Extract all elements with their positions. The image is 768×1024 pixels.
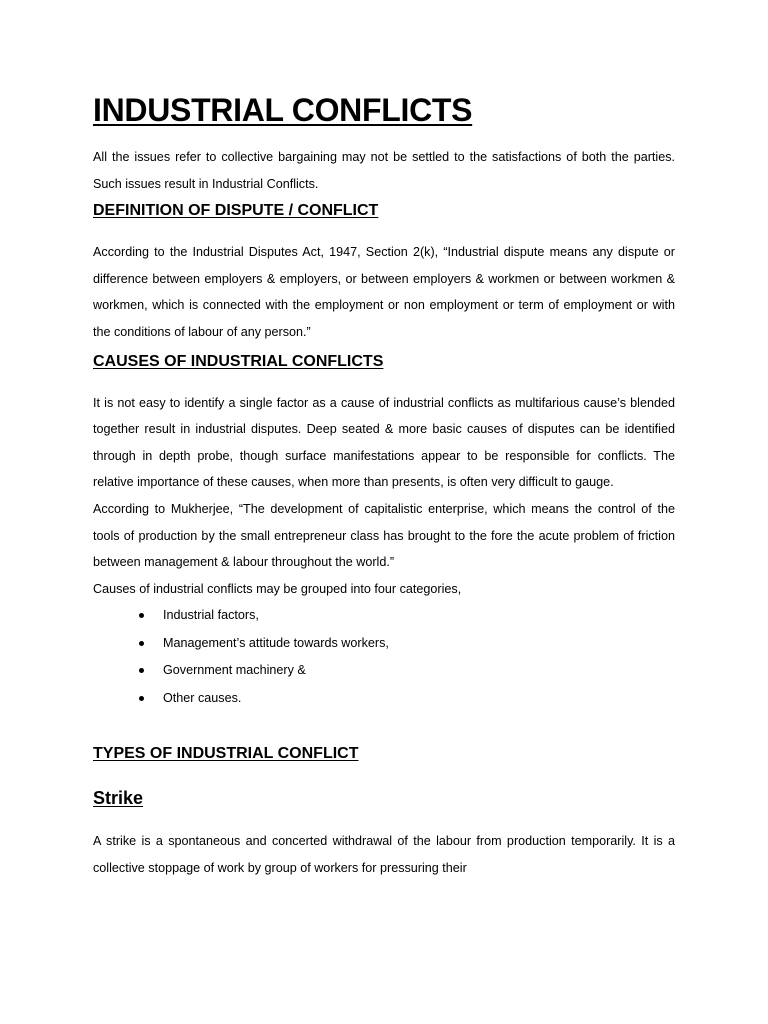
causes-heading: CAUSES OF INDUSTRIAL CONFLICTS	[93, 352, 384, 370]
definition-paragraph: According to the Industrial Disputes Act, 1947, Section 2(k), “Industrial dispute means any dispute or difference between employers & employers, or between employers & workmen or between workmen & workmen, which is connected with the employment or non employment or term of employment or with the conditions of labour of any person.”	[93, 245, 675, 339]
causes-paragraph-3: Causes of industrial conflicts may be grouped into four categories,	[93, 581, 462, 596]
list-item-text: Industrial factors,	[163, 608, 259, 623]
list-item	[139, 630, 675, 658]
strike-paragraph: A strike is a spontaneous and concerted withdrawal of the labour from production temporarily. It is a collective stoppage of work by group of workers for pressuring their	[93, 834, 675, 875]
causes-paragraph-2: According to Mukherjee, “The development of capitalistic enterprise, which means the control of the tools of production by the small entrepreneur class has brought to the fore the acute problem of friction between management & labour throughout the world.”	[93, 501, 675, 570]
list-item-text: Other causes.	[163, 690, 242, 705]
bullet-icon	[139, 696, 144, 701]
list-item-text: Management’s attitude towards workers,	[163, 635, 389, 650]
list-item-text: Government machinery &	[163, 663, 306, 678]
document-title: INDUSTRIAL CONFLICTS	[93, 92, 473, 128]
types-heading: TYPES OF INDUSTRIAL CONFLICT	[93, 745, 359, 763]
strike-heading: Strike	[93, 788, 144, 809]
causes-paragraph-1: It is not easy to identify a single factor as a cause of industrial conflicts as multifarious cause’s blended together result in industrial disputes. Deep seated & more basic causes of disputes can be identified through in depth probe, though surface manifestations appear to be responsible for conflicts. The relative importance of these causes, when more than presents, is often very difficult to gauge.	[93, 395, 675, 490]
intro-paragraph: All the issues refer to collective bargaining may not be settled to the satisfactions of both the parties. Such issues result in Industrial Conflicts.	[93, 150, 675, 191]
bullet-icon	[139, 668, 144, 673]
list-item	[139, 657, 675, 685]
bullet-icon	[139, 613, 144, 618]
bullet-icon	[139, 641, 144, 646]
causes-list	[93, 602, 675, 712]
definition-heading: DEFINITION OF DISPUTE / CONFLICT	[93, 202, 379, 220]
list-item	[139, 602, 675, 630]
list-item	[139, 685, 675, 713]
